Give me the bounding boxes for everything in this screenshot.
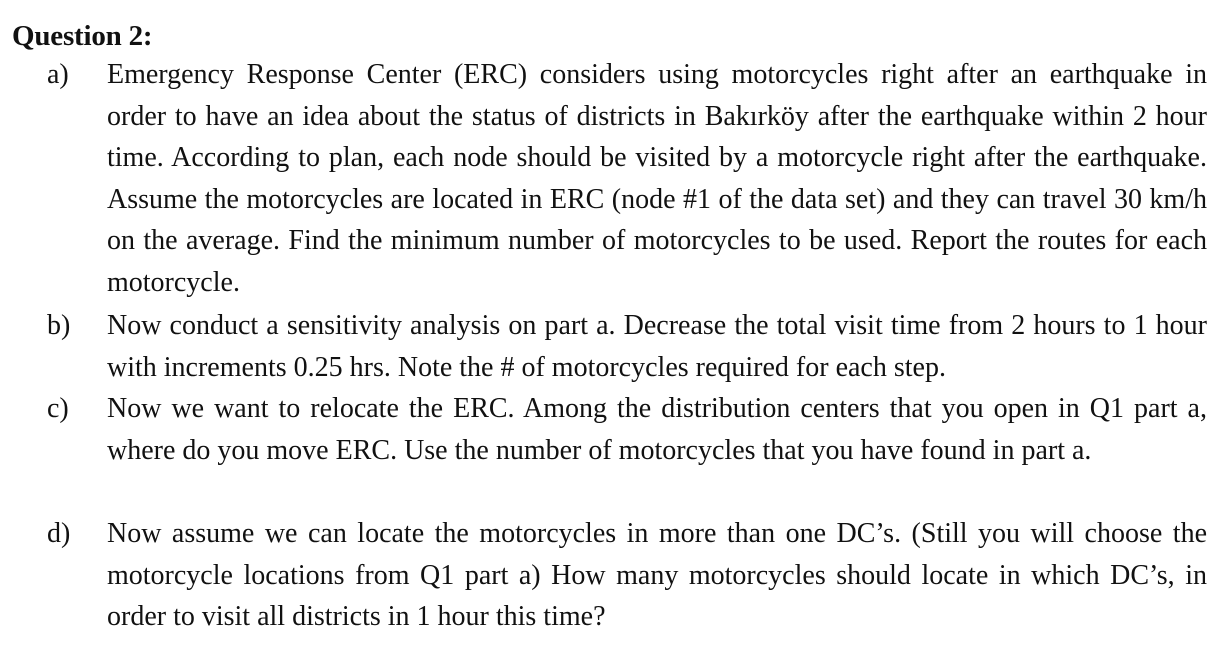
question-title: Question 2:	[12, 20, 153, 52]
part-b-marker: b)	[47, 310, 71, 341]
part-d-text: Now assume we can locate the motorcycles in more than one DC’s. (Still you will choose the motorcycle locations from Q1 part a) How many motorcycles should locate in which DC’s, in order to visit all districts in 1 hour this time?	[107, 518, 1207, 632]
question-part-a	[47, 54, 1207, 303]
question-part-b	[47, 305, 1207, 388]
part-a-marker: a)	[47, 59, 69, 90]
part-d-marker: d)	[47, 518, 71, 549]
part-c-text: Now we want to relocate the ERC. Among the distribution centers that you open in Q1 part a, where do you move ERC. Use the number of motorcycles that you have found in part a.	[107, 393, 1207, 466]
part-b-text: Now conduct a sensitivity analysis on part a. Decrease the total visit time from 2 hours to 1 hour with increments 0.25 hrs. Note the # of motorcycles required for each step.	[107, 310, 1207, 383]
question-part-d	[47, 513, 1207, 638]
part-c-marker: c)	[47, 393, 69, 424]
question-part-c	[47, 388, 1207, 471]
part-a-text: Emergency Response Center (ERC) considers using motorcycles right after an earthquake in order to have an idea about the status of districts in Bakırköy after the earthquake within 2 hour time. According to plan, each node should be visited by a motorcycle right after the earthquake. Assume the motorcycles are located in ERC (node #1 of the data set) and they can travel 30 km/h on the average. Find the minimum number of motorcycles to be used. Report the routes for each motorcycle.	[107, 59, 1207, 298]
